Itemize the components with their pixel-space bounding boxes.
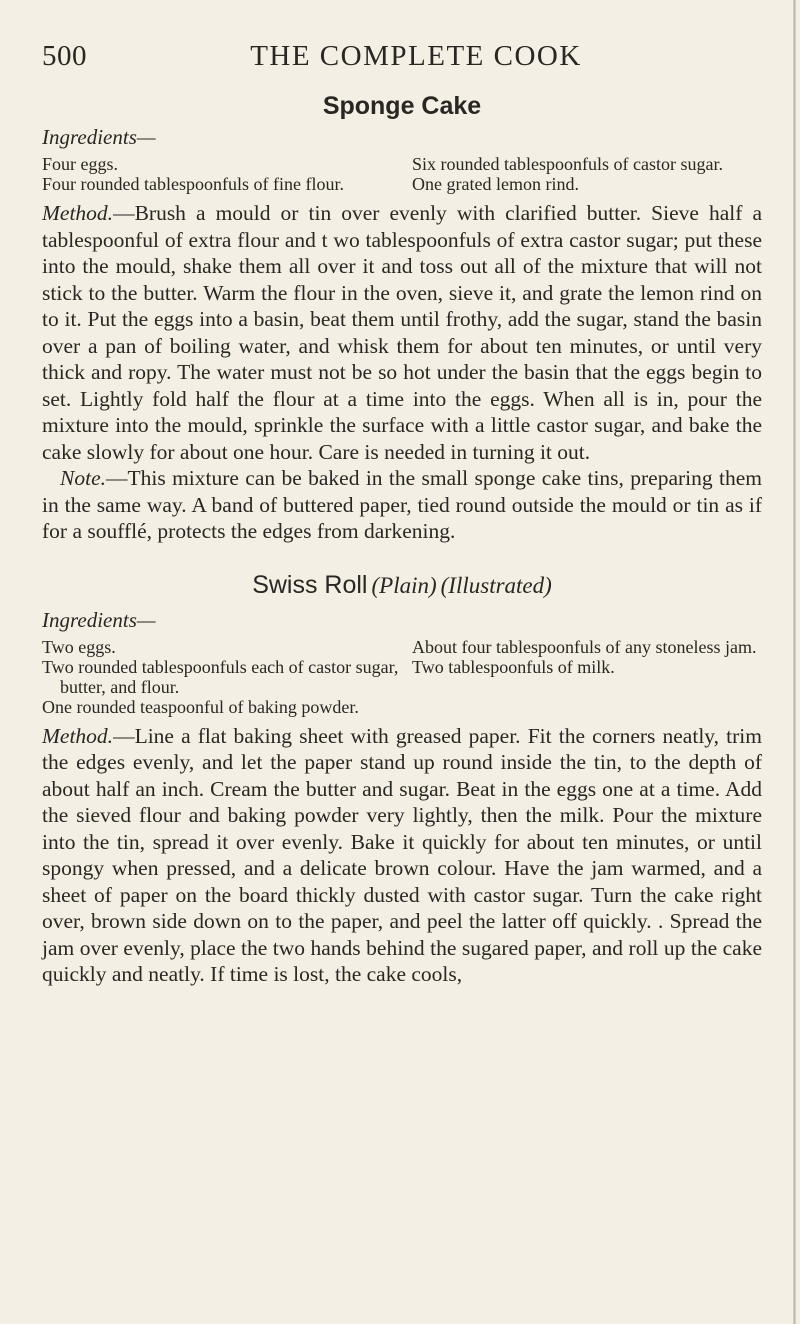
method-text: —Brush a mould or tin over evenly with clarified butter. Sieve half a tablespoonful of extra flour and t wo tablespoonfuls of extra castor sugar; put these into the mould, shake them all over it and toss out all of the mixture that will not stick to the butter. Warm the flour in the oven, sieve it, and grate the lemon rind on to it. Put the eggs into a basin, beat them until frothy, add the sugar, stand the basin over a pan of boiling water, and whisk them for about ten minutes, or until very thick and ropy. The water must not be so hot under the basin that the eggs begin to set. Lightly fold half the flour at a time into the eggs. When all is in, pour the mixture into the mould, sprinkle the surface with a little castor sugar, and bake the cake slowly for about one hour. Care is needed in turning it out. (42, 201, 762, 464)
recipe-title-swiss-roll (42, 567, 762, 607)
ingredients-heading: Ingredients— (42, 607, 156, 632)
ingredient-item: Four rounded tablespoonfuls of fine flour. (42, 174, 344, 194)
ingredient-item: Two tablespoonfuls of milk. (412, 656, 615, 677)
ingredients-list (42, 637, 762, 717)
method-text: —Line a flat baking sheet with greased paper. Fit the corners neatly, trim the edges evenly, and let the paper stand up round inside the tin, to the depth of about half an inch. Cream the butter and sugar. Beat in the eggs one at a time. Add the sieved flour and baking powder very lightly, then the milk. Pour the mixture into the tin, spread it over evenly. Bake it quickly for about ten minutes, or until spongy when pressed, and a delicate brown colour. Have the jam warmed, and a sheet of paper on the board thickly dusted with castor sugar. Turn the cake right over, brown side down on to the paper, and peel the latter off quickly. . Spread the jam over evenly, place the two hands behind the sugared paper, and roll up the cake quickly and neatly. If time is lost, the cake cools, (42, 723, 762, 986)
page-number: 500 (42, 40, 87, 72)
ingredient-item: Two eggs. (42, 636, 116, 657)
recipe-title-main: Swiss Roll (252, 570, 368, 599)
ingredients-heading: Ingredients— (42, 125, 156, 149)
note-text: —This mixture can be baked in the small sponge cake tins, preparing them in the same way. A band of buttered paper, tied round outside the mould or tin as if for a soufflé, protects the edges from darkening. (42, 466, 762, 543)
ingredients-left-column (42, 154, 412, 194)
ingredients-right-column (412, 637, 762, 717)
method-paragraph (42, 723, 762, 988)
ingredient-item: About four tablespoonfuls of any stoneless jam. (412, 636, 757, 657)
ingredient-item: Two rounded tablespoonfuls each of castor sugar, butter, and flour. (42, 656, 399, 697)
ingredients-left-column (42, 637, 412, 717)
recipe-title-sponge-cake: Sponge Cake (322, 92, 482, 120)
method-label: Method. (42, 201, 114, 225)
method-label: Method. (42, 723, 114, 748)
recipe-title-plain: (Plain) (371, 572, 437, 598)
recipe-title-illustrated: (Illustrated) (440, 572, 552, 598)
page-content (42, 88, 762, 988)
book-title: THE COMPLETE COOK (250, 40, 582, 72)
ingredient-item: One grated lemon rind. (412, 174, 579, 194)
ingredients-list (42, 154, 762, 194)
ingredient-item: One rounded teaspoonful of baking powder. (42, 696, 359, 717)
method-paragraph (42, 200, 762, 465)
note-paragraph (42, 465, 762, 545)
running-head (42, 40, 760, 80)
ingredient-item: Six rounded tablespoonfuls of castor sugar. (412, 154, 723, 174)
note-label: Note. (60, 466, 106, 490)
ingredient-item: Four eggs. (42, 154, 118, 174)
page-edge-shadow (793, 0, 796, 1324)
ingredients-right-column (412, 154, 762, 194)
